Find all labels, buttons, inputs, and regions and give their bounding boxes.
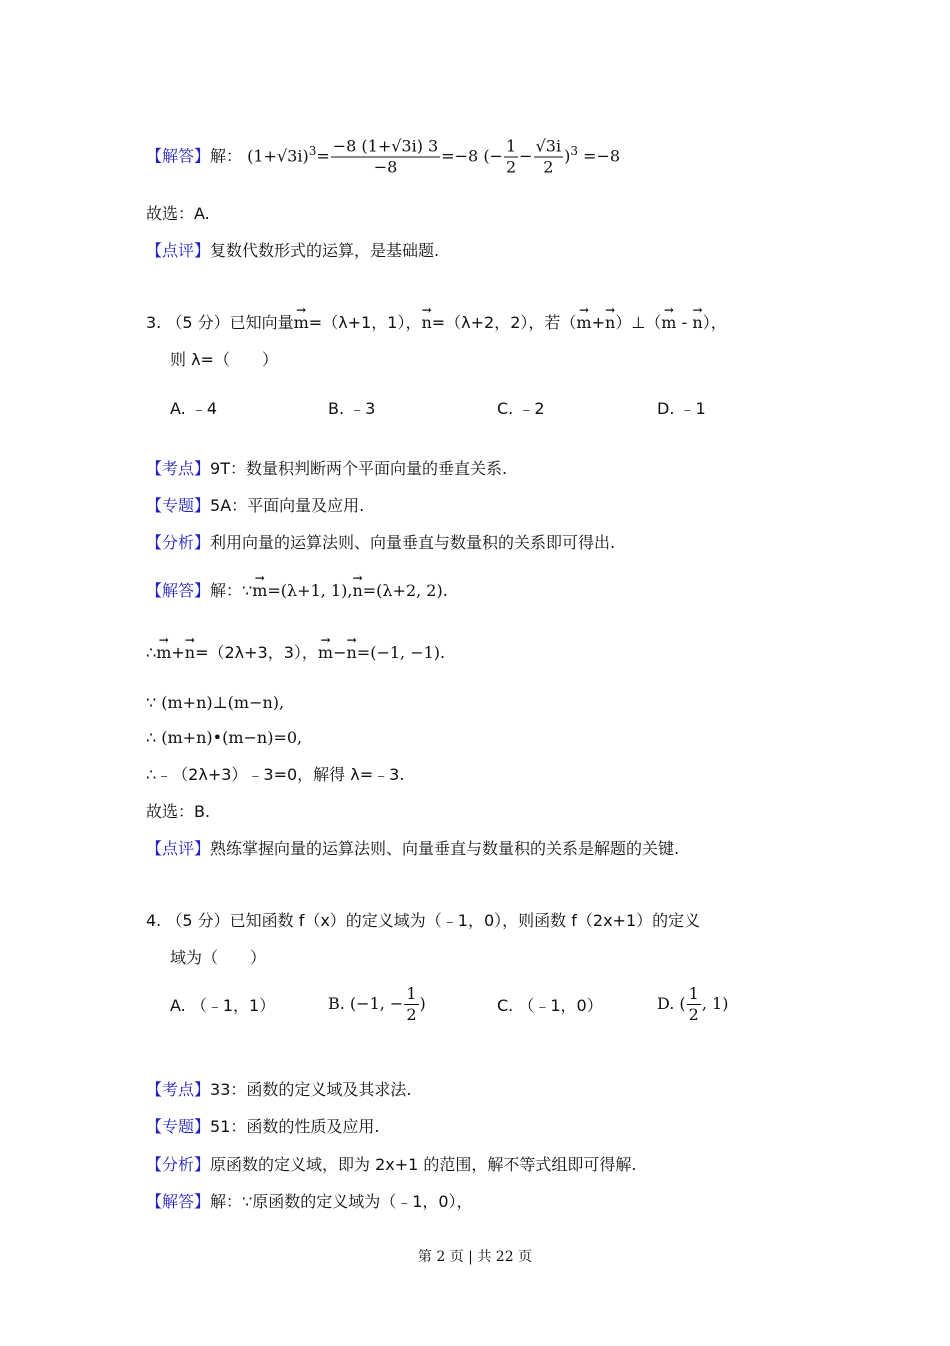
q4-options bbox=[170, 984, 790, 1028]
q4-zhuanti bbox=[146, 1115, 379, 1139]
page-footer: 第 2 页 | 共 22 页 bbox=[417, 1249, 533, 1265]
vector-m: → m bbox=[661, 311, 676, 335]
text: + bbox=[591, 313, 605, 332]
frac-den: 2 bbox=[406, 1005, 417, 1024]
q2-answer: 故选：A. bbox=[146, 204, 210, 223]
vector-n: → n bbox=[185, 641, 195, 665]
q4-fenxi bbox=[146, 1153, 637, 1177]
q4-kaodian bbox=[146, 1078, 411, 1102]
frac-den: 2 bbox=[688, 1005, 699, 1024]
q4-stem: 4. （5 分）已知函数 f（x）的定义域为（﹣1，0），则函数 f（2x+1）的定义 bbox=[146, 911, 701, 930]
option-a: A. ﹣4 bbox=[170, 399, 218, 418]
vector-n: → n bbox=[692, 311, 702, 335]
q4-solution-1 bbox=[146, 1190, 473, 1214]
vector-n: → n bbox=[605, 311, 615, 335]
formula-middle: =−8 (− bbox=[441, 146, 503, 166]
label-solution: 【解答】 bbox=[146, 581, 211, 600]
text: =（λ+2，2），若（ bbox=[431, 313, 577, 332]
label-review: 【点评】 bbox=[146, 839, 211, 858]
text: 原函数的定义域，即为 2x+1 的范围，解不等式组即可得解. bbox=[210, 1155, 637, 1174]
text: =（2λ+3，3）， bbox=[195, 643, 318, 662]
vector-n: → n bbox=[352, 579, 362, 603]
q3-solution-1 bbox=[146, 579, 448, 603]
text: ）， bbox=[702, 313, 727, 332]
vector-m: → m bbox=[294, 311, 309, 335]
q3-solution-2: ∴→ m+→ n=（2λ+3，3），→ m−→ n=(−1, −1). bbox=[146, 641, 445, 665]
text: 3. （5 分）已知向量 bbox=[146, 313, 294, 332]
q3-answer: 故选：B. bbox=[146, 802, 211, 821]
text: 复数代数形式的运算，是基础题. bbox=[210, 241, 440, 260]
option-c: C. ﹣2 bbox=[497, 399, 545, 418]
text: ∴ bbox=[146, 643, 157, 662]
q3-solution-4: ∴ (m+n)•(m−n)=0, bbox=[146, 728, 303, 747]
q3-solution-3: ∵ (m+n)⊥(m−n), bbox=[146, 693, 285, 712]
frac-num: 1 bbox=[688, 984, 699, 1003]
vector-m: → m bbox=[576, 311, 591, 335]
frac-num: 1 bbox=[505, 136, 517, 156]
text: ）⊥（ bbox=[615, 313, 662, 332]
label-fenxi: 【分析】 bbox=[146, 1155, 211, 1174]
q2-solution-formula: 【解答】解： $(1+√3i)^3=$ $\frac{-8 (1+√3i) 3}{-8}$ =−8 (− $\frac{1}{2}$ − $\frac{√3i}{2}$ )$^3$ =−8 bbox=[146, 136, 621, 177]
frac-den: 2 bbox=[505, 157, 517, 177]
option-b: B. ﹣3 bbox=[328, 399, 376, 418]
q3-zhuanti bbox=[146, 494, 364, 518]
q3-stem bbox=[146, 311, 727, 335]
text: B. (−1, − bbox=[328, 994, 404, 1013]
vector-m: → m bbox=[252, 579, 267, 603]
text: 解：∵原函数的定义域为（﹣1，0）， bbox=[210, 1192, 473, 1211]
formula-denominator: −8 bbox=[373, 157, 398, 177]
text: 51：函数的性质及应用. bbox=[210, 1117, 380, 1136]
label-review: 【点评】 bbox=[146, 241, 211, 260]
text: ) bbox=[419, 994, 426, 1013]
option-b bbox=[328, 984, 426, 1025]
option-d: D. ﹣1 bbox=[657, 399, 706, 418]
q3-fenxi bbox=[146, 531, 615, 555]
q4-stem-2: 域为（ ） bbox=[170, 948, 267, 967]
text: , 1) bbox=[701, 994, 729, 1013]
text: - bbox=[676, 313, 693, 332]
formula-numerator: −8 (1+√3i) 3 bbox=[332, 136, 439, 156]
label-solution: 【解答】 bbox=[146, 1192, 211, 1211]
label-kaodian: 【考点】 bbox=[146, 1080, 211, 1099]
text: =（λ+1，1）， bbox=[308, 313, 422, 332]
vector-n: → n bbox=[346, 641, 356, 665]
q3-stem-2: 则 λ=（ ） bbox=[170, 350, 278, 369]
text: 33：函数的定义域及其求法. bbox=[210, 1080, 412, 1099]
text: 5A：平面向量及应用. bbox=[210, 496, 365, 515]
formula-lhs: (1+√3i) bbox=[247, 146, 309, 166]
vector-n: → n bbox=[421, 311, 431, 335]
vector-m: → m bbox=[318, 641, 333, 665]
frac-num: 1 bbox=[406, 984, 417, 1003]
q3-review bbox=[146, 837, 679, 861]
option-d bbox=[657, 984, 728, 1025]
q3-kaodian bbox=[146, 457, 507, 481]
text: 利用向量的运算法则、向量垂直与数量积的关系即可得出. bbox=[210, 533, 616, 552]
text: 9T：数量积判断两个平面向量的垂直关系. bbox=[210, 459, 508, 478]
text: =(λ+1, 1), bbox=[267, 581, 353, 600]
text: 解： bbox=[210, 146, 243, 166]
text: =(−1, −1). bbox=[356, 643, 446, 662]
q2-review bbox=[146, 239, 439, 263]
q3-solution-5: ∴﹣（2λ+3）﹣3=0，解得 λ=﹣3. bbox=[146, 765, 405, 784]
frac-den: 2 bbox=[543, 157, 554, 177]
vector-m: → m bbox=[156, 641, 171, 665]
option-a: A. （﹣1，1） bbox=[170, 996, 276, 1015]
text: 解：∵ bbox=[210, 581, 253, 600]
label-fenxi: 【分析】 bbox=[146, 533, 211, 552]
label-zhuanti: 【专题】 bbox=[146, 1117, 211, 1136]
formula-exponent: 3 bbox=[308, 144, 317, 159]
text: =(λ+2, 2). bbox=[362, 581, 448, 600]
label-kaodian: 【考点】 bbox=[146, 459, 211, 478]
label-solution: 【解答】 bbox=[146, 146, 211, 166]
label-zhuanti: 【专题】 bbox=[146, 496, 211, 515]
text: 熟练掌握向量的运算法则、向量垂直与数量积的关系是解题的关键. bbox=[210, 839, 680, 858]
frac-sqrt-num: √3i bbox=[535, 136, 562, 156]
text: D. ( bbox=[657, 994, 686, 1013]
option-c: C. （﹣1，0） bbox=[497, 996, 603, 1015]
